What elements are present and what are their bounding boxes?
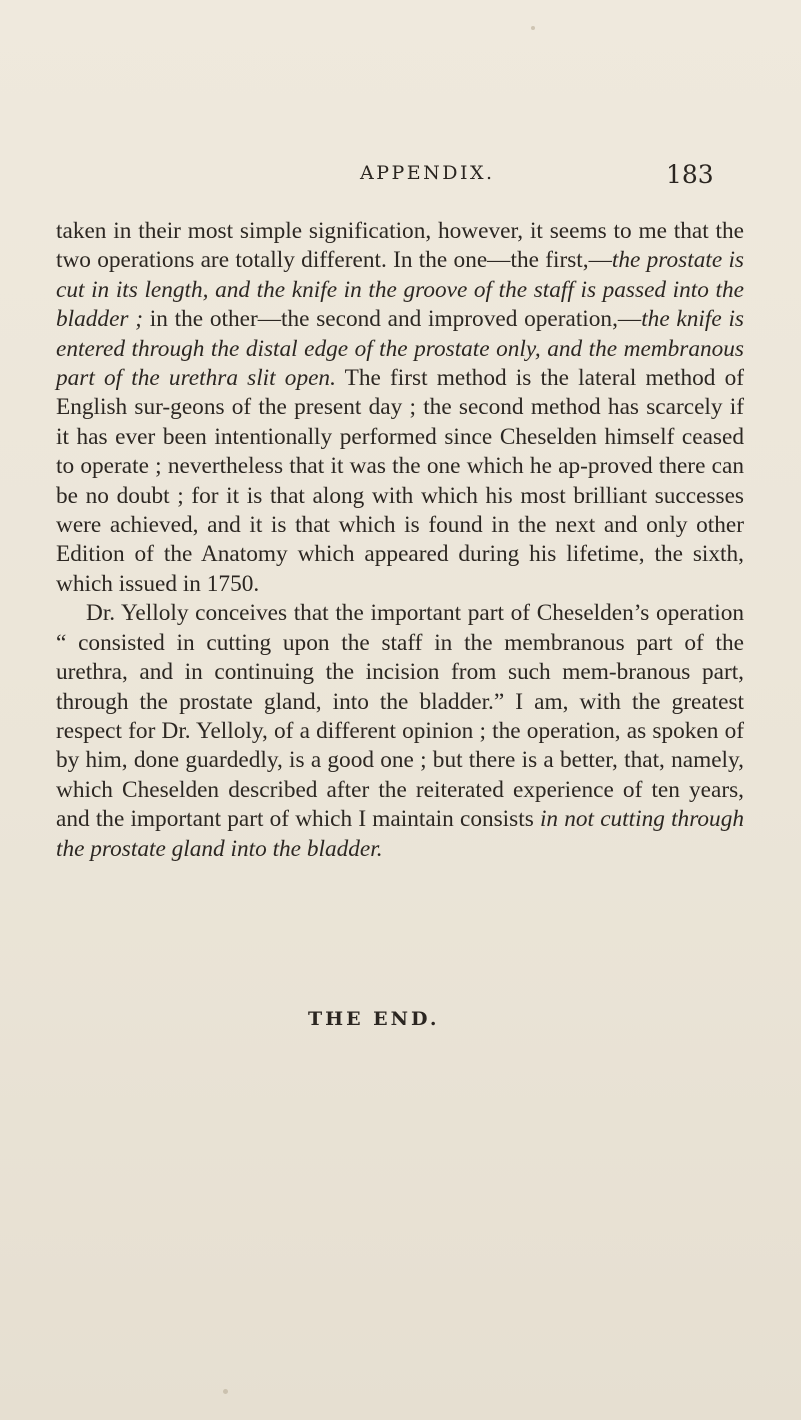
body-text [56, 217, 744, 864]
italic-run: in not cutting through the prostate gland into the bladder. [56, 806, 744, 862]
the-end-label: THE END. [308, 1008, 440, 1030]
italic-run: the knife is entered through the distal edge of the prostate only, and the membranous part of the urethra slit open. [56, 306, 744, 392]
italic-run: the prostate is cut in its length, and the knife in the groove of the staff is passed into the bladder ; [56, 247, 744, 333]
running-head [40, 160, 761, 194]
paragraph-1 [56, 217, 744, 599]
paragraph-2 [56, 599, 744, 864]
text-run: Dr. Yelloly conceives that the important part of Cheselden’s operation “ consisted in cutting upon the staff in the membranous part of the urethra, and in continuing the incision from such mem-branous part, through the prostate gland, into the bladder.” I am, with the greatest respect for Dr. Yelloly, of a different opinion ; the operation, as spoken of by him, done guardedly, is a good one ; but there is a better, that, namely, which Cheselden described after the reiterated experience of ten years, and the important part of which I maintain consists [56, 600, 744, 833]
running-title: APPENDIX. [360, 162, 495, 184]
text-run: in the other—the second and improved operation,— [143, 306, 642, 333]
text-run: taken in their most simple signification, however, it seems to me that the two operations are totally different. In the one—the first,— [56, 218, 744, 274]
text-run: The first method is the lateral method of English sur-geons of the present day ; the second method has scarcely if it has ever been intentionally performed since Cheselden himself ceased to operate ; nevertheless that it was the one which he ap-proved there can be no doubt ; for it is that along with which his most brilliant successes were achieved, and it is that which is found in the next and only other Edition of the Anatomy which appeared during his lifetime, the sixth, which issued in 1750. [56, 365, 744, 597]
paper-speck [223, 1389, 228, 1394]
paper-speck [531, 26, 535, 30]
page-number: 183 [666, 160, 714, 189]
